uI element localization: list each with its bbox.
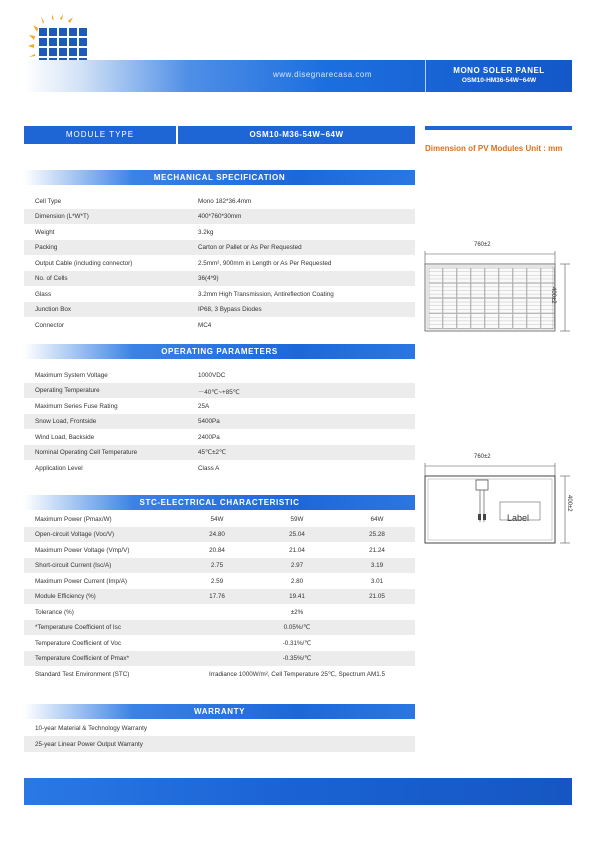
row-label: Connector (35, 321, 65, 329)
row-value: 17.76 (209, 593, 225, 600)
table-row (24, 286, 415, 302)
row-label: Application Level (35, 464, 83, 472)
row-label: Maximum Power (Pmax/W) (35, 515, 112, 523)
row-label: Maximum Power Current (Imp/A) (35, 577, 128, 585)
table-row (24, 209, 415, 225)
front-height-label: 400±2 (550, 287, 556, 304)
row-value: 20.84 (209, 546, 225, 554)
header-url: www.disegnarecasa.com (273, 70, 372, 79)
back-panel-drawing (420, 462, 575, 547)
row-label: Cell Type (35, 197, 62, 205)
row-value: Class A (198, 464, 220, 472)
row-value: 25.28 (369, 531, 385, 538)
row-value: 25A (198, 402, 210, 410)
table-row (24, 414, 415, 430)
row-label: Dimension (L*W*T) (35, 213, 89, 220)
row-value: 5400Pa (198, 418, 220, 425)
dimension-title: Dimension of PV Modules Unit : mm (425, 144, 563, 153)
table-row (24, 367, 415, 383)
module-type-label: MODULE TYPE (65, 130, 135, 139)
row-label: Temperature Coefficient of Voc (35, 639, 121, 647)
table-row (24, 558, 415, 574)
table-row (24, 193, 415, 209)
row-value: 3.2mm High Transmission, Antireflection Coating (198, 290, 334, 298)
row-label: Packing (35, 244, 58, 251)
row-value: 21.04 (289, 546, 305, 554)
row-label: Open-circuit Voltage (Voc/V) (35, 531, 115, 538)
row-value: IP68, 3 Bypass Diodes (198, 306, 262, 313)
row-label: Output Cable (including connector) (35, 259, 133, 267)
row-value: 0.05%/℃ (283, 624, 311, 631)
row-label: Short-circuit Current (Isc/A) (35, 562, 112, 569)
table-row (24, 542, 415, 558)
back-height-label: 400±2 (566, 495, 572, 512)
row-label: Glass (35, 290, 52, 298)
table-row (24, 604, 415, 620)
row-label: Weight (35, 228, 55, 236)
row-value: －40℃~+85℃ (198, 389, 240, 396)
row-value: 2.97 (290, 562, 304, 569)
row-value: Mono 182*36.4mm (198, 197, 252, 205)
warranty-section-title: WARRANTY (193, 707, 246, 716)
row-value: 2.5mm², 900mm in Length or As Per Requested (198, 259, 332, 267)
row-value: 2.75 (210, 562, 224, 569)
row-value: 2.59 (210, 577, 224, 585)
row-value: 36(4*9) (198, 275, 219, 282)
table-row (24, 720, 415, 736)
row-value: 21.24 (369, 546, 385, 554)
row-label: Junction Box (35, 306, 72, 313)
module-type-value: OSM10-M36-54W~64W (249, 130, 344, 139)
row-value: 3.2kg (198, 228, 214, 236)
row-value: 64W (370, 515, 384, 523)
table-row (24, 651, 415, 667)
table-row (24, 240, 415, 256)
table-row (24, 429, 415, 445)
row-label: No. of Cells (35, 275, 68, 282)
row-value: 400*760*30mm (198, 213, 242, 220)
table-row (24, 460, 415, 476)
row-label: Nominal Operating Cell Temperature (35, 449, 138, 456)
row-value: -0.31%/℃ (282, 639, 312, 647)
row-value: 3.01 (370, 577, 384, 585)
table-row (24, 620, 415, 636)
header-divider (425, 60, 426, 92)
row-value: Carton or Pallet or As Per Requested (198, 244, 302, 251)
row-value: 1000VDC (198, 371, 226, 379)
row-label: Temperature Coefficient of Pmax* (35, 655, 130, 662)
table-row (24, 255, 415, 271)
row-label: *Temperature Coefficient of Isc (35, 624, 121, 631)
row-label: Snow Load, Frontside (35, 418, 97, 425)
row-value: MC4 (198, 321, 212, 329)
table-row (24, 398, 415, 414)
row-label: 10-year Material & Technology Warranty (35, 724, 147, 732)
front-width-label: 760±2 (474, 242, 491, 248)
table-row (24, 573, 415, 589)
table-row (24, 589, 415, 605)
mechanical-section-title: MECHANICAL SPECIFICATION (153, 173, 286, 182)
row-label: 25-year Linear Power Output Warranty (35, 740, 143, 748)
row-value: 3.19 (370, 562, 384, 569)
row-value: 24.80 (209, 531, 225, 538)
row-label: Maximum Series Fuse Rating (35, 402, 118, 410)
row-value: Irradiance 1000W/m², Cell Temperature 25℃, Spectrum AM1.5 (209, 670, 385, 678)
row-label: Wind Load, Backside (35, 433, 95, 441)
row-value: 25.04 (289, 531, 305, 538)
row-label: Module Efficiency (%) (35, 593, 96, 600)
table-row (24, 317, 415, 333)
row-value: 21.05 (369, 593, 385, 600)
row-value: 45℃±2℃ (198, 449, 227, 456)
row-label: Operating Temperature (35, 387, 100, 394)
row-value: 2400Pa (198, 433, 220, 441)
table-row (24, 271, 415, 287)
row-value: -0.35%/℃ (282, 655, 312, 662)
footer-bar (24, 778, 572, 805)
table-row (24, 383, 415, 399)
row-value: 54W (210, 515, 224, 523)
back-width-label: 760±2 (474, 454, 491, 460)
operating-section-title: OPERATING PARAMETERS (161, 347, 278, 356)
header-model: OSM10-HM36-54W~64W (461, 77, 537, 84)
table-row (24, 666, 415, 682)
dimension-accent-line (425, 126, 572, 130)
row-value: 19.41 (289, 593, 305, 600)
back-label-text: Label (507, 513, 530, 523)
row-value: 59W (290, 515, 304, 523)
table-row (24, 635, 415, 651)
row-label: Standard Test Environment (STC) (35, 670, 130, 678)
table-row (24, 511, 415, 527)
row-label: Maximum System Voltage (35, 371, 108, 379)
row-label: Tolerance (%) (35, 608, 74, 616)
row-value: ±2% (290, 608, 304, 616)
table-row (24, 224, 415, 240)
table-row (24, 736, 415, 752)
table-row (24, 302, 415, 318)
table-row (24, 445, 415, 461)
row-value: 2.80 (290, 577, 304, 585)
header-title: MONO SOLER PANEL (453, 66, 545, 75)
table-row (24, 527, 415, 543)
stc-section-title: STC-ELECTRICAL CHARACTERISTIC (139, 498, 300, 507)
row-label: Maximum Power Voltage (Vmp/V) (35, 546, 130, 554)
